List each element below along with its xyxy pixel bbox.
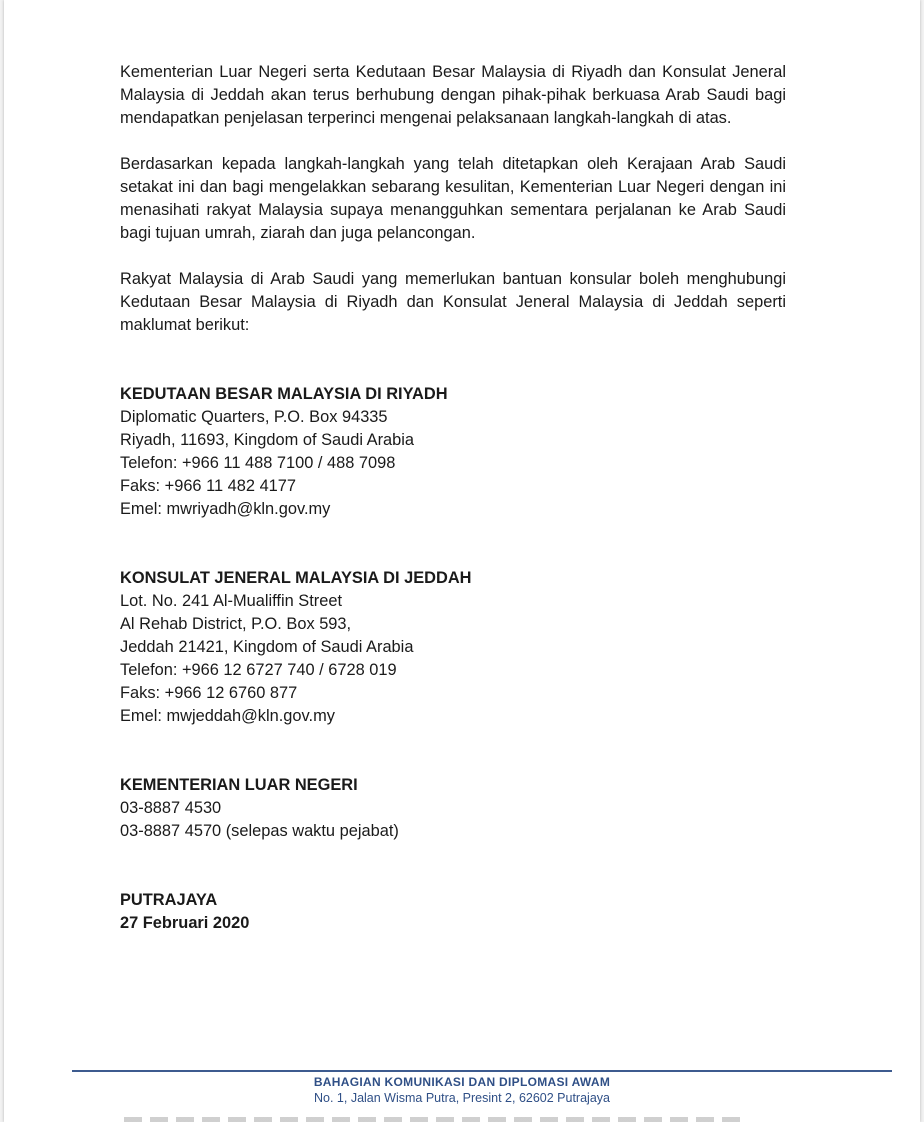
jeddah-consulate-title: KONSULAT JENERAL MALAYSIA DI JEDDAH xyxy=(120,569,472,587)
cropped-footer-line xyxy=(124,1117,744,1122)
document-page xyxy=(4,0,920,1122)
riyadh-address-line-1: Diplomatic Quarters, P.O. Box 94335 xyxy=(120,408,388,426)
ministry-title: KEMENTERIAN LUAR NEGERI xyxy=(120,776,358,794)
footer-divider xyxy=(72,1070,892,1072)
riyadh-email: Emel: mwriyadh@kln.gov.my xyxy=(120,500,331,518)
jeddah-address-line-1: Lot. No. 241 Al-Mualiffin Street xyxy=(120,592,343,610)
footer-address: No. 1, Jalan Wisma Putra, Presint 2, 62602 Putrajaya xyxy=(314,1091,610,1105)
paragraph-consular-assistance: Rakyat Malaysia di Arab Saudi yang memerlukan bantuan konsular boleh menghubungi Kedutaan Besar Malaysia di Riyadh dan Konsulat Jeneral Malaysia di Jeddah seperti maklumat berikut: xyxy=(120,270,786,334)
jeddah-email: Emel: mwjeddah@kln.gov.my xyxy=(120,707,335,725)
jeddah-consulate-contact xyxy=(120,567,786,728)
riyadh-fax: Faks: +966 11 482 4177 xyxy=(120,477,297,495)
jeddah-address-line-3: Jeddah 21421, Kingdom of Saudi Arabia xyxy=(120,638,414,656)
ministry-phone-2: 03-8887 4570 (selepas waktu pejabat) xyxy=(120,822,399,840)
riyadh-embassy-title: KEDUTAAN BESAR MALAYSIA DI RIYADH xyxy=(120,385,448,403)
ministry-phone-1: 03-8887 4530 xyxy=(120,799,222,817)
riyadh-phone: Telefon: +966 11 488 7100 / 488 7098 xyxy=(120,454,396,472)
jeddah-address-line-2: Al Rehab District, P.O. Box 593, xyxy=(120,615,352,633)
page-footer xyxy=(4,1075,920,1105)
closing-place: PUTRAJAYA xyxy=(120,891,218,909)
paragraph-travel-advisory: Berdasarkan kepada langkah-langkah yang telah ditetapkan oleh Kerajaan Arab Saudi setakat ini dan bagi mengelakkan sebarang kesulitan, Kementerian Luar Negeri dengan ini menasihati rakyat Malaysia supaya menangguhkan sementara perjalanan ke Arab Saudi bagi tujuan umrah, ziarah dan juga pelancongan. xyxy=(120,155,786,242)
jeddah-fax: Faks: +966 12 6760 877 xyxy=(120,684,298,702)
document-body xyxy=(120,61,786,935)
riyadh-embassy-contact xyxy=(120,383,786,521)
closing-date: 27 Februari 2020 xyxy=(120,914,250,932)
riyadh-address-line-2: Riyadh, 11693, Kingdom of Saudi Arabia xyxy=(120,431,415,449)
paragraph-ministry-liaison: Kementerian Luar Negeri serta Kedutaan Besar Malaysia di Riyadh dan Konsulat Jeneral Malaysia di Jeddah akan terus berhubung dengan pihak-pihak berkuasa Arab Saudi bagi mendapatkan penjelasan terperinci mengenai pelaksanaan langkah-langkah di atas. xyxy=(120,63,786,127)
closing-signature xyxy=(120,889,786,935)
footer-department: BAHAGIAN KOMUNIKASI DAN DIPLOMASI AWAM xyxy=(313,1075,611,1089)
ministry-contact xyxy=(120,774,786,843)
jeddah-phone: Telefon: +966 12 6727 740 / 6728 019 xyxy=(120,661,397,679)
